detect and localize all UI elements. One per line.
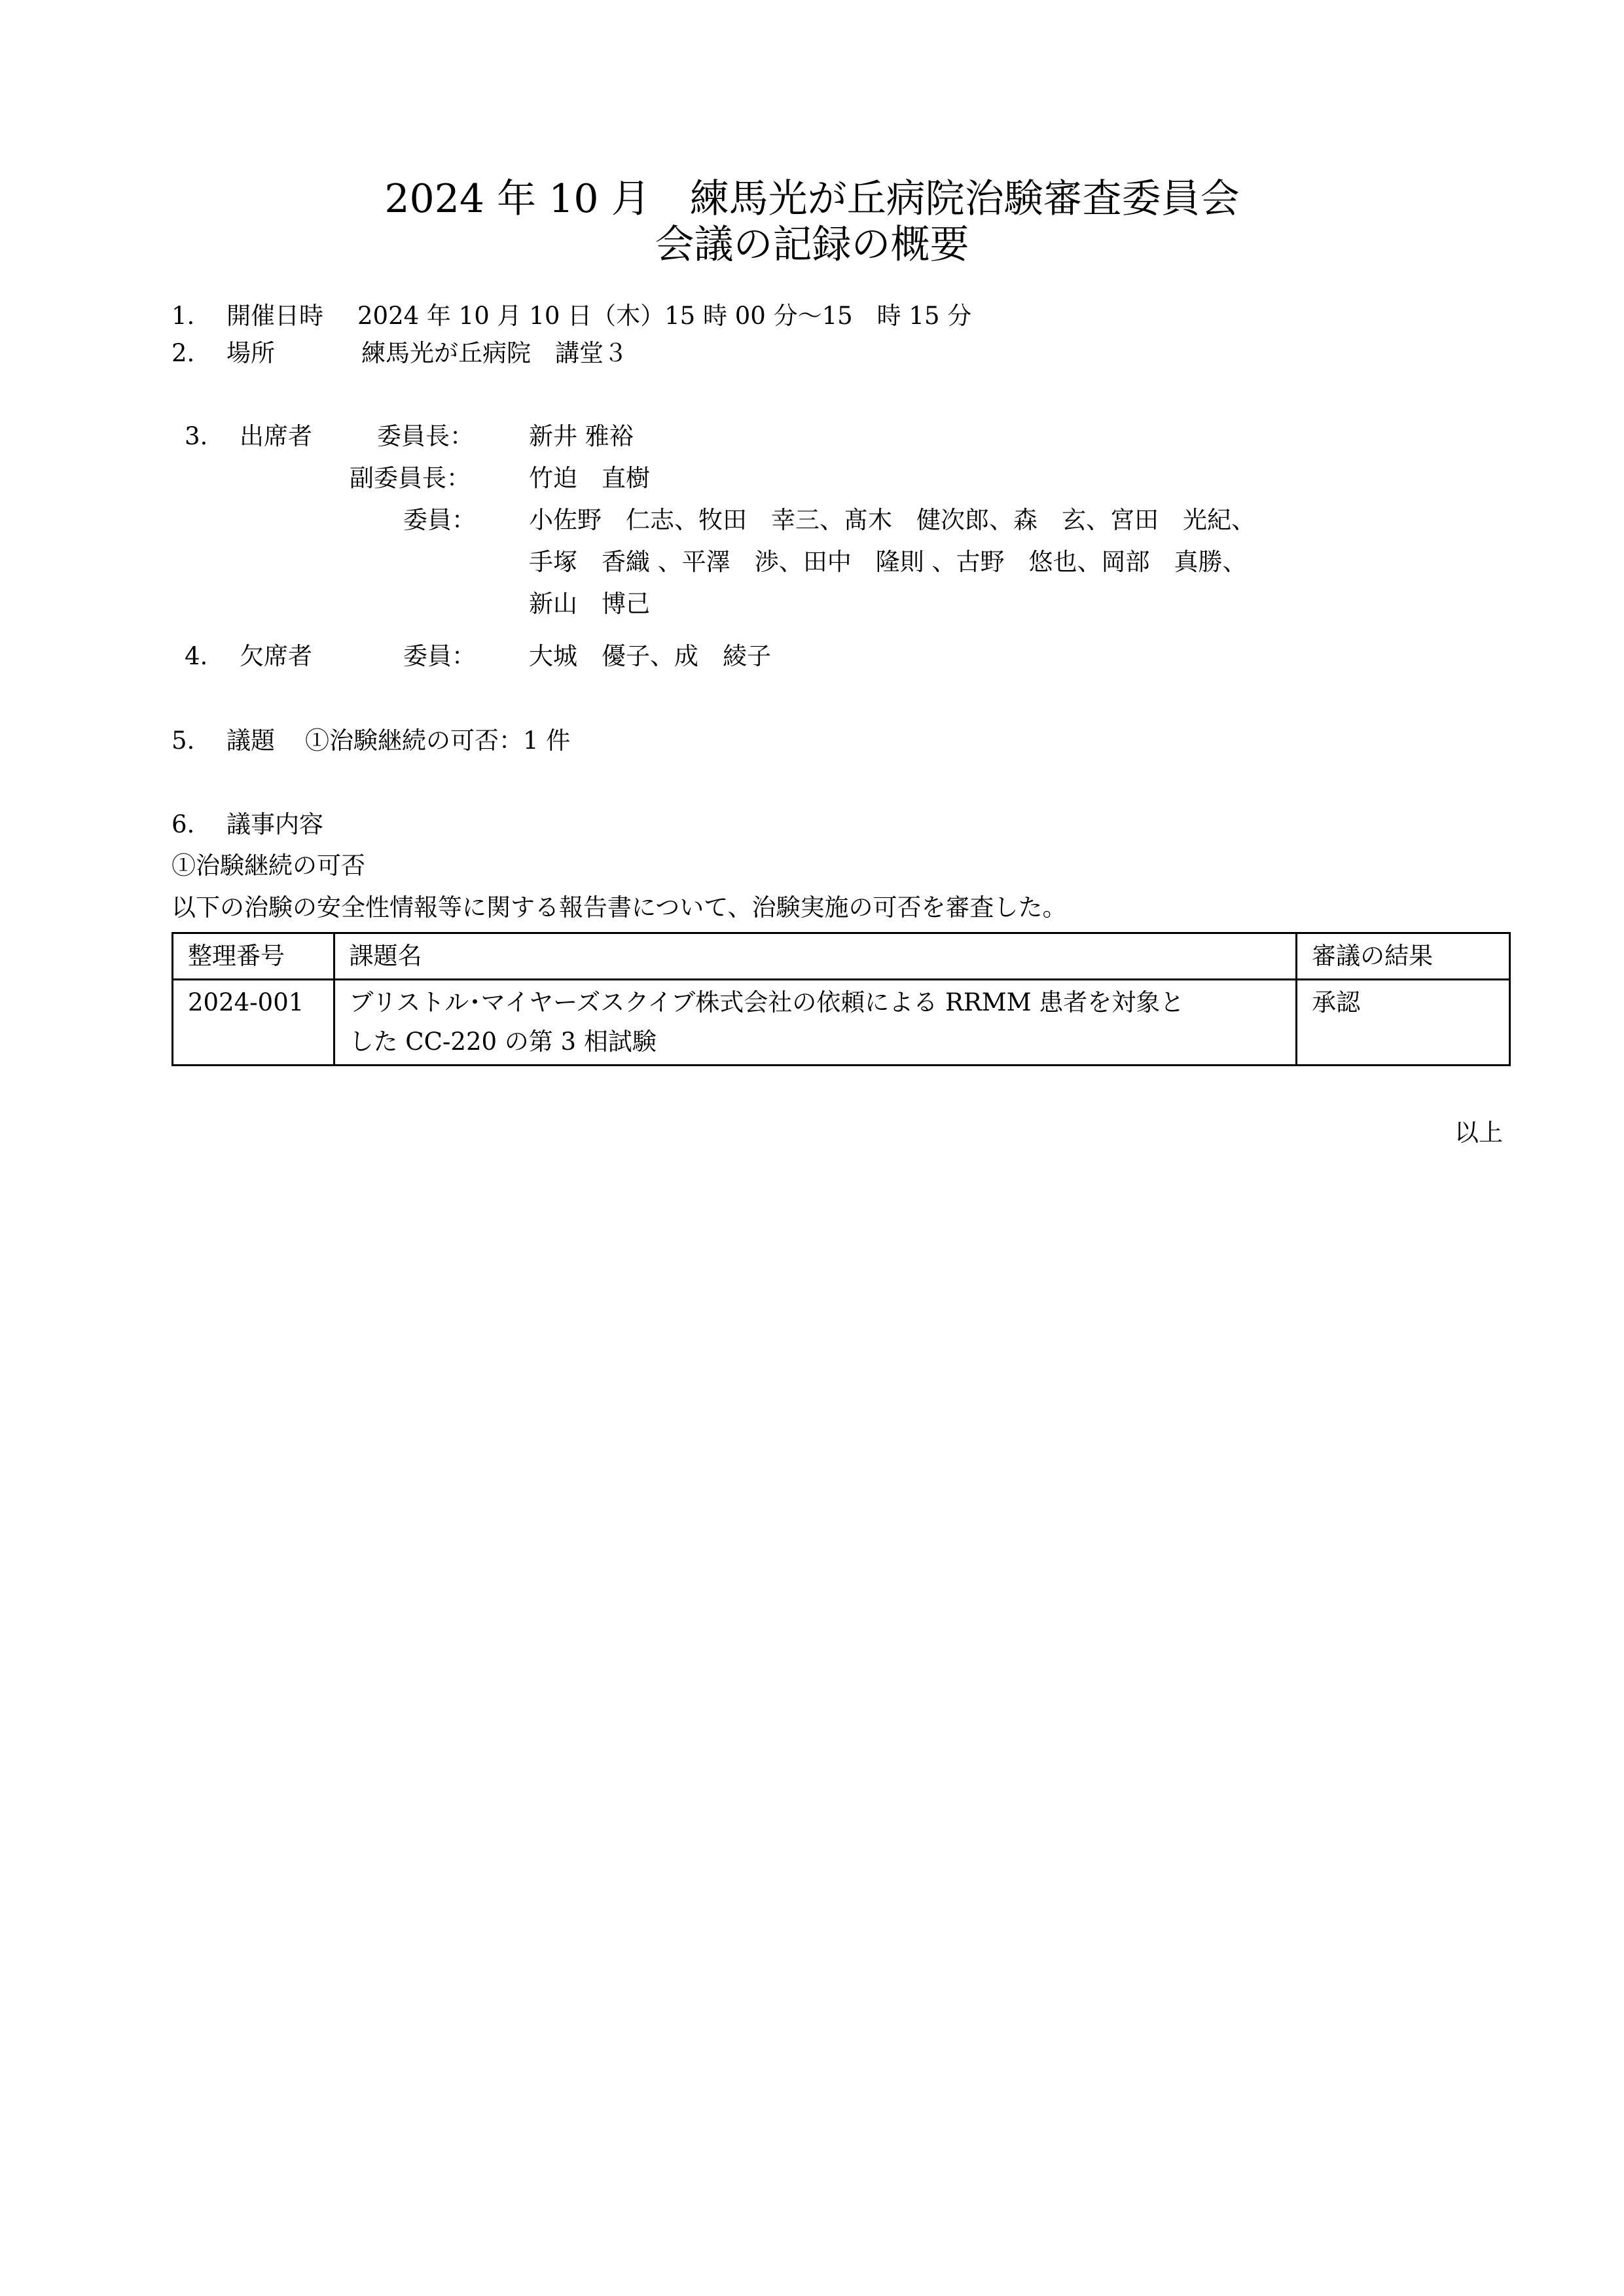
- chair-role: 委員長：: [377, 422, 474, 450]
- header-id: 整理番号: [173, 933, 334, 980]
- place-label: 場所: [226, 339, 275, 367]
- row-id: 2024-001: [173, 980, 334, 1066]
- item-number: 3.: [185, 422, 208, 450]
- document-title-line1: 2024 年 10 月 練馬光が丘病院治験審査委員会: [384, 176, 1240, 222]
- item-number: 2.: [171, 339, 195, 367]
- proceedings-label: 議事内容: [226, 810, 323, 838]
- attendees-label: 出席者: [240, 422, 312, 450]
- table-row: [173, 980, 1510, 1066]
- datetime-value: 2024 年 10 月 10 日（木）15 時 00 分～15 時 15 分: [357, 302, 972, 330]
- closing-mark: 以上: [1454, 1119, 1503, 1147]
- place-value: 練馬光が丘病院 講堂３: [361, 339, 628, 367]
- header-result: 審議の結果: [1297, 933, 1510, 980]
- vice-chair-name: 竹迫 直樹: [529, 464, 650, 492]
- row-subject-line: した CC-220 の第 3 相試験: [349, 1028, 657, 1056]
- item-number: 6.: [171, 810, 195, 838]
- chair-name: 新井 雅裕: [529, 422, 634, 450]
- datetime-label: 開催日時: [226, 302, 323, 330]
- vice-chair-role: 副委員長：: [350, 464, 471, 492]
- proceedings-subheading: ①治験継続の可否: [171, 852, 365, 880]
- document-title-line2: 会議の記録の概要: [655, 222, 969, 268]
- row-subject-line: ブリストル･マイヤーズスクイブ株式会社の依頼による RRMM 患者を対象と: [349, 988, 1185, 1016]
- review-table: [171, 932, 1511, 1066]
- header-subject: 課題名: [334, 933, 1297, 980]
- members-list-line: 小佐野 仁志、牧田 幸三、髙木 健次郎、森 玄、宮田 光紀、: [529, 506, 1255, 534]
- item-number: 1.: [171, 302, 195, 330]
- proceedings-description: 以下の治験の安全性情報等に関する報告書について、治験実施の可否を審査した。: [171, 893, 1067, 922]
- agenda-value: ①治験継続の可否：1 件: [305, 726, 571, 755]
- members-role: 委員：: [403, 506, 476, 534]
- absentees-names: 大城 優子、成 綾子: [529, 642, 771, 670]
- row-subject: [334, 980, 1297, 1066]
- row-result: 承認: [1297, 980, 1510, 1066]
- item-number: 4.: [185, 642, 208, 670]
- members-list-line: 手塚 香織 、平澤 渉、田中 隆則 、古野 悠也、岡部 真勝、: [529, 548, 1247, 576]
- item-number: 5.: [171, 726, 195, 755]
- absentees-role: 委員：: [403, 642, 476, 670]
- members-list-line: 新山 博己: [529, 590, 650, 618]
- absentees-label: 欠席者: [240, 642, 312, 670]
- table-header-row: [173, 933, 1510, 980]
- agenda-label: 議題: [226, 726, 275, 755]
